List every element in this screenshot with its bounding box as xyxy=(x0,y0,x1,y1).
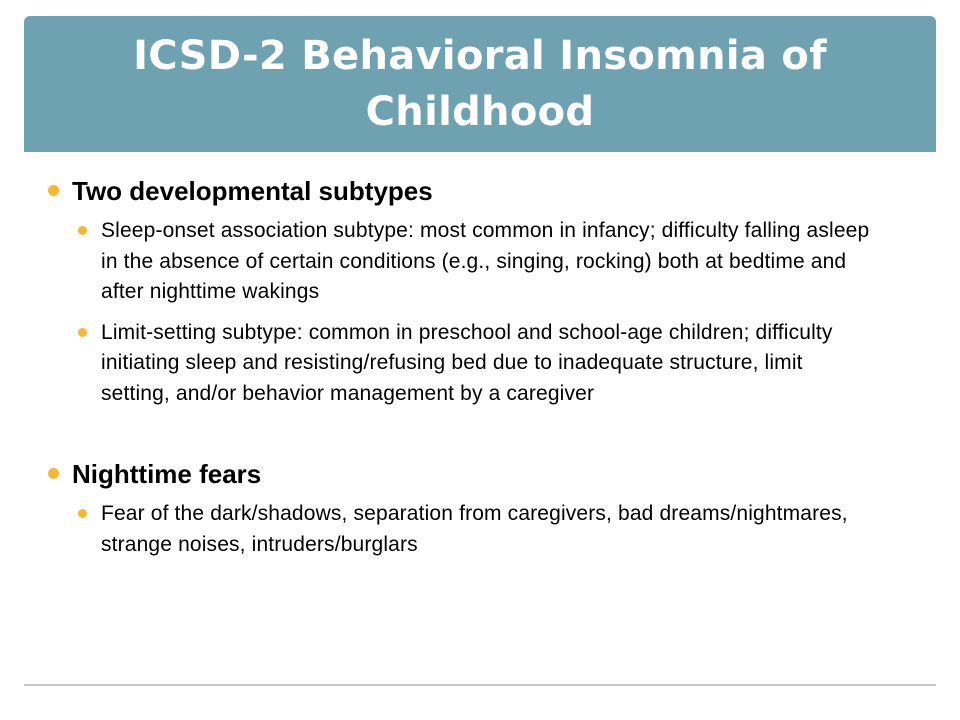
title-banner xyxy=(24,16,936,152)
bullet-text: Sleep-onset association subtype: most common in infancy; difficulty falling asleep in the absence of certain conditions (e.g., singing, rocking) both at bedtime and after nighttime wakings xyxy=(101,219,870,303)
section-heading: Two developmental subtypes xyxy=(72,176,433,206)
bullet-level2 xyxy=(78,318,960,410)
sub-bullet-list xyxy=(48,216,960,409)
slide-title: ICSD-2 Behavioral Insomnia of Childhood xyxy=(133,33,827,135)
bullet-dot-icon xyxy=(78,328,87,337)
bullet-dot-icon xyxy=(78,226,87,235)
sub-bullet-list xyxy=(48,499,960,560)
bullet-level2 xyxy=(78,499,960,560)
bullet-level1 xyxy=(48,455,960,493)
section-heading: Nighttime fears xyxy=(72,459,262,489)
bullet-dot-icon xyxy=(48,185,59,196)
bullet-text: Fear of the dark/shadows, separation from caregivers, bad dreams/nightmares, strange noises, intruders/burglars xyxy=(101,502,848,556)
bullet-level1 xyxy=(48,172,960,210)
bullet-dot-icon xyxy=(78,509,87,518)
section-developmental-subtypes xyxy=(48,172,960,409)
bullet-level2 xyxy=(78,216,960,308)
bottom-divider xyxy=(24,684,936,686)
bullet-dot-icon xyxy=(48,468,59,479)
section-nighttime-fears xyxy=(48,455,960,560)
slide-content xyxy=(0,172,960,570)
bullet-text: Limit-setting subtype: common in preschool and school-age children; difficulty initiating sleep and resisting/refusing bed due to inadequate structure, limit setting, and/or behavior management by a caregiver xyxy=(101,320,833,405)
